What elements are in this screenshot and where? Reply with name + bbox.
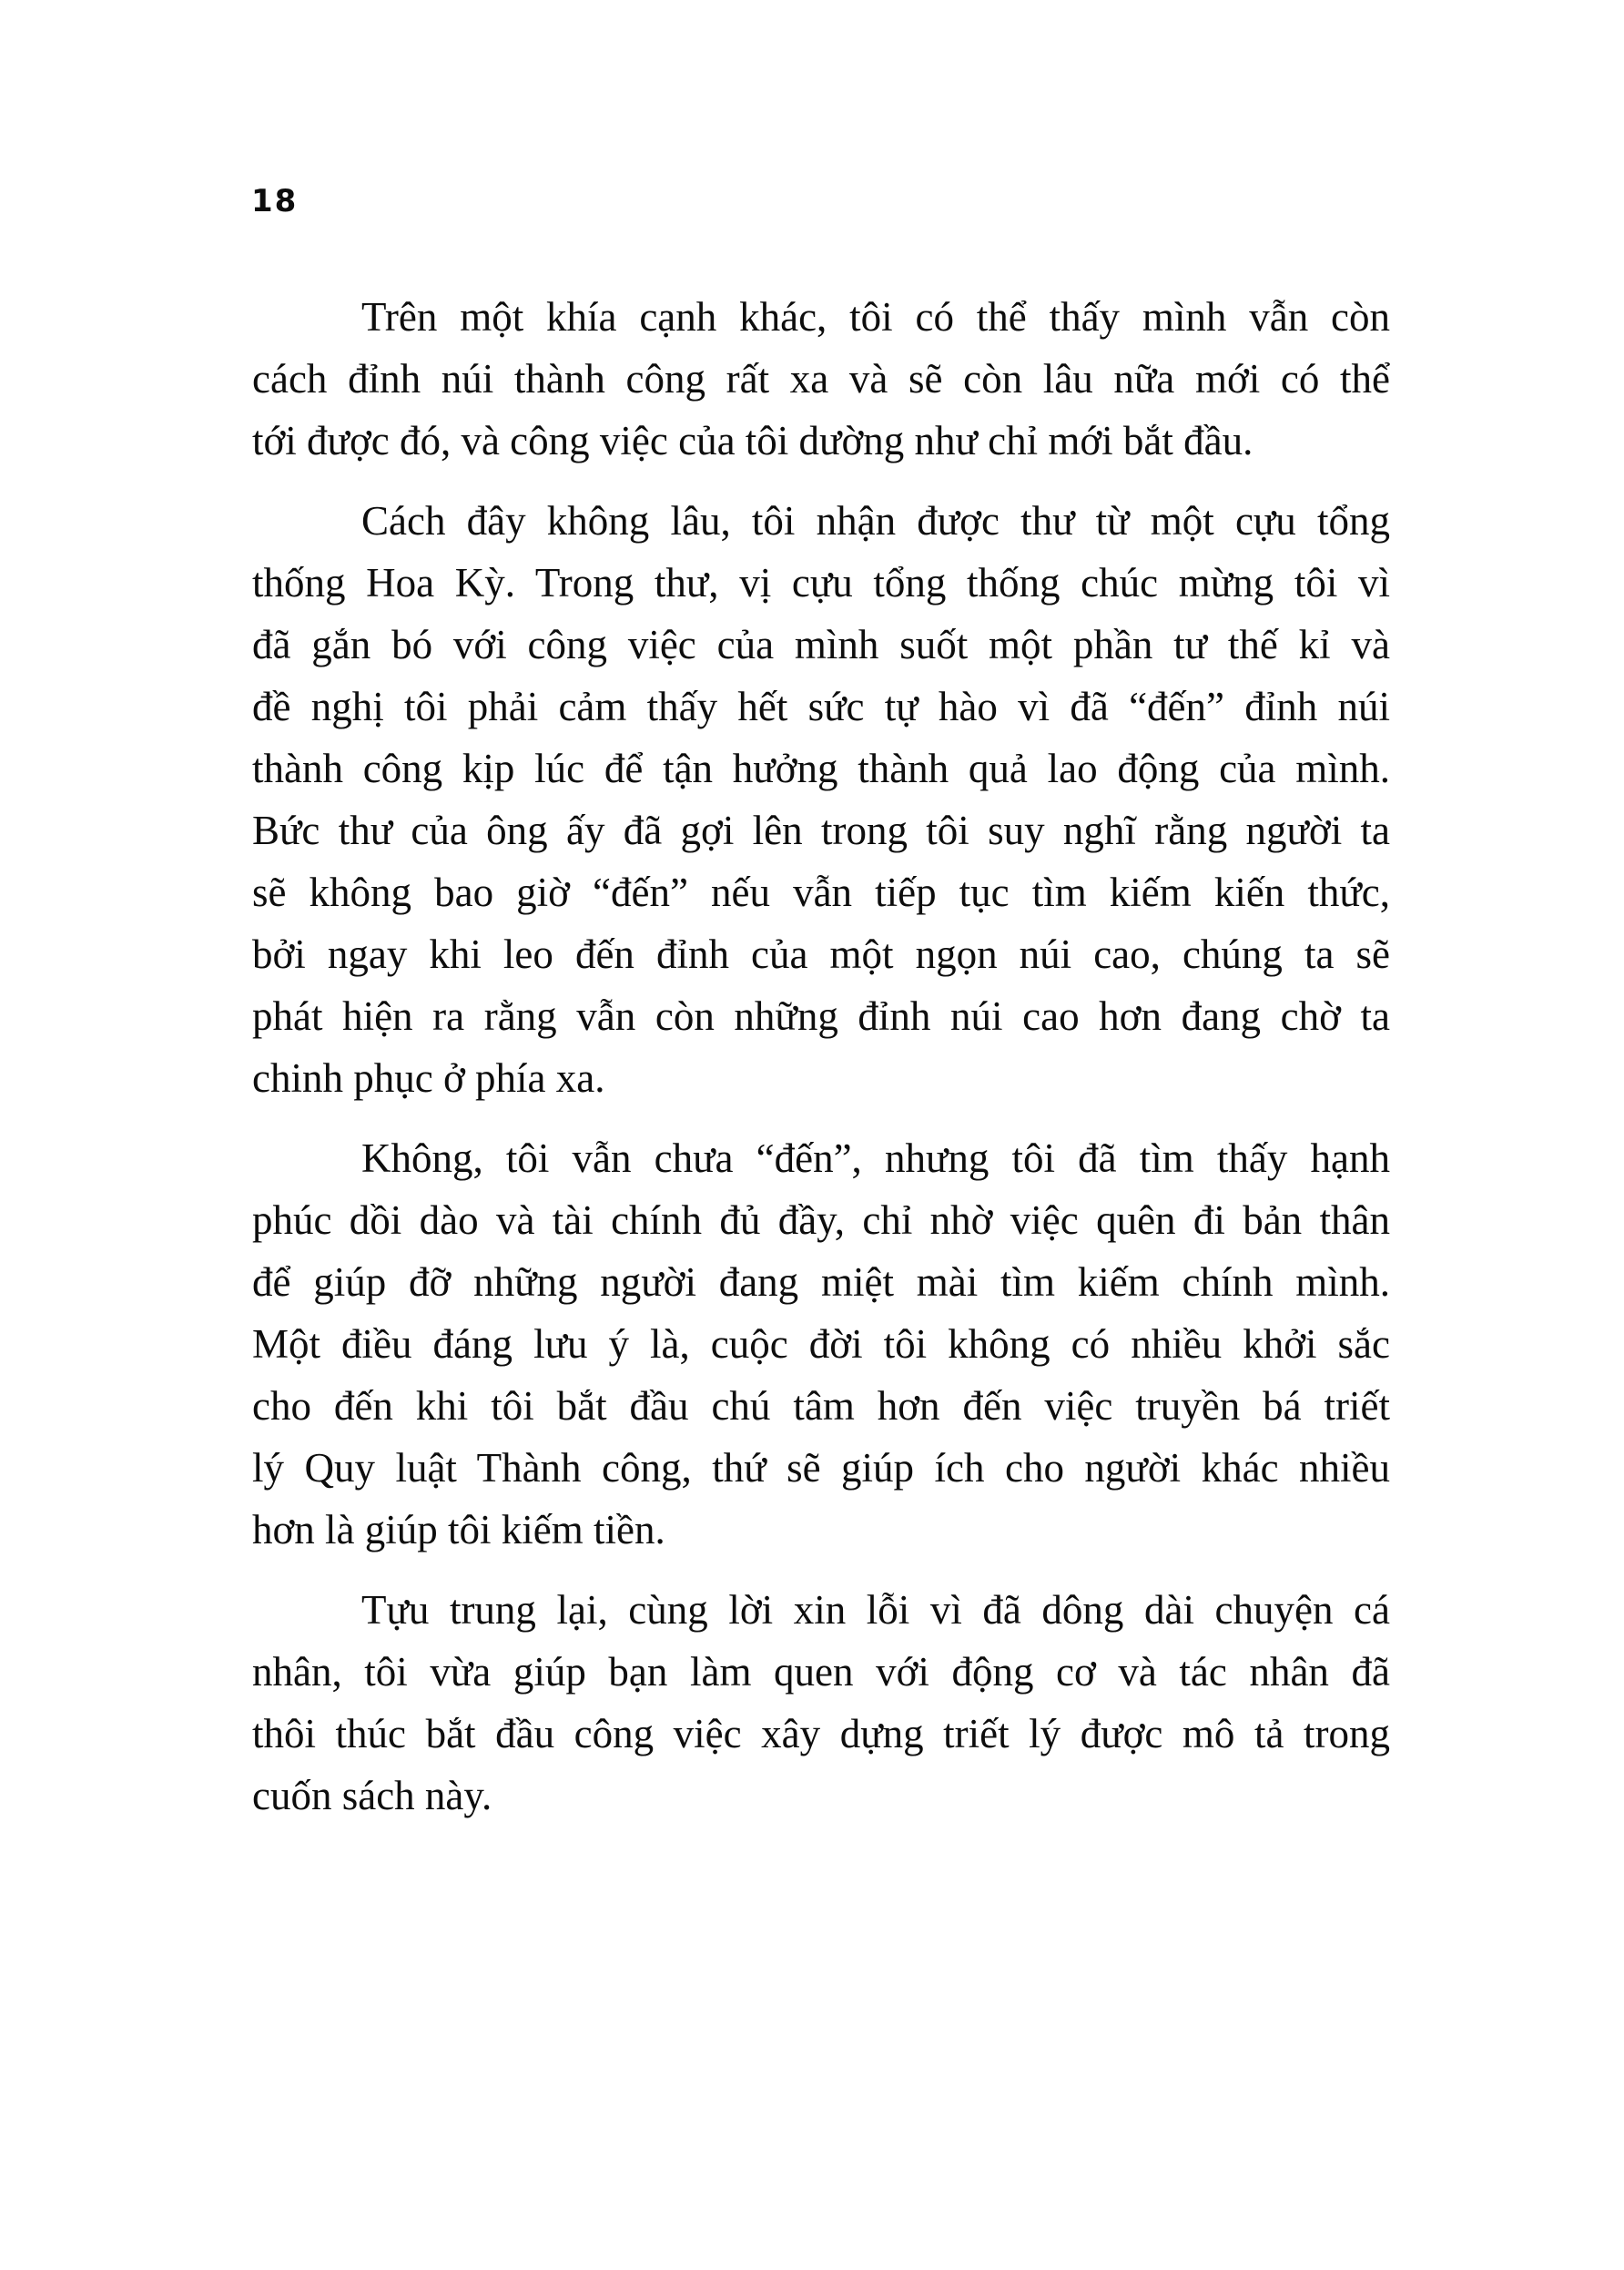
text-line: sẽ không bao giờ “đến” nếu vẫn tiếp tục tìm kiếm kiến thức, bbox=[252, 870, 1390, 915]
text-line: tới được đó, và công việc của tôi dường như chỉ mới bắt đầu. bbox=[252, 418, 1254, 463]
text-line: đã gắn bó với công việc của mình suốt một phần tư thế kỉ và bbox=[252, 622, 1390, 667]
text-line: thống Hoa Kỳ. Trong thư, vị cựu tổng thống chúc mừng tôi vì bbox=[252, 560, 1390, 606]
text-line: bởi ngay khi leo đến đỉnh của một ngọn núi cao, chúng ta sẽ bbox=[252, 931, 1390, 977]
text-line: Một điều đáng lưu ý là, cuộc đời tôi không có nhiều khởi sắc bbox=[252, 1321, 1390, 1367]
text-line: Bức thư của ông ấy đã gợi lên trong tôi suy nghĩ rằng người ta bbox=[252, 808, 1390, 853]
paragraph bbox=[252, 1127, 1390, 1561]
text-line: thôi thúc bắt đầu công việc xây dựng triết lý được mô tả trong bbox=[252, 1711, 1390, 1756]
text-line: cách đỉnh núi thành công rất xa và sẽ còn lâu nữa mới có thể bbox=[252, 356, 1390, 402]
text-line: thành công kịp lúc để tận hưởng thành quả lao động của mình. bbox=[252, 746, 1390, 791]
text-line: nhân, tôi vừa giúp bạn làm quen với động cơ và tác nhân đã bbox=[252, 1649, 1390, 1695]
text-line: phúc dồi dào và tài chính đủ đầy, chỉ nhờ việc quên đi bản thân bbox=[252, 1197, 1390, 1243]
paragraph bbox=[252, 286, 1390, 472]
text-line: cuốn sách này. bbox=[252, 1773, 492, 1818]
body-text bbox=[252, 286, 1390, 1845]
text-line: để giúp đỡ những người đang miệt mài tìm kiếm chính mình. bbox=[252, 1259, 1390, 1305]
page-number: 18 bbox=[251, 183, 299, 219]
text-line: cho đến khi tôi bắt đầu chú tâm hơn đến việc truyền bá triết bbox=[252, 1383, 1390, 1429]
text-line: phát hiện ra rằng vẫn còn những đỉnh núi cao hơn đang chờ ta bbox=[252, 993, 1390, 1039]
text-line: đề nghị tôi phải cảm thấy hết sức tự hào vì đã “đến” đỉnh núi bbox=[252, 684, 1390, 729]
text-line: Cách đây không lâu, tôi nhận được thư từ một cựu tổng bbox=[361, 498, 1390, 544]
paragraph bbox=[252, 1579, 1390, 1827]
text-line: Tựu trung lại, cùng lời xin lỗi vì đã dông dài chuyện cá bbox=[361, 1587, 1390, 1633]
paragraph bbox=[252, 490, 1390, 1109]
text-line: chinh phục ở phía xa. bbox=[252, 1055, 605, 1101]
text-line: lý Quy luật Thành công, thứ sẽ giúp ích cho người khác nhiều bbox=[252, 1445, 1390, 1491]
text-line: Không, tôi vẫn chưa “đến”, nhưng tôi đã tìm thấy hạnh bbox=[361, 1135, 1390, 1181]
text-line: hơn là giúp tôi kiếm tiền. bbox=[252, 1507, 665, 1552]
text-line: Trên một khía cạnh khác, tôi có thể thấy mình vẫn còn bbox=[361, 294, 1390, 340]
